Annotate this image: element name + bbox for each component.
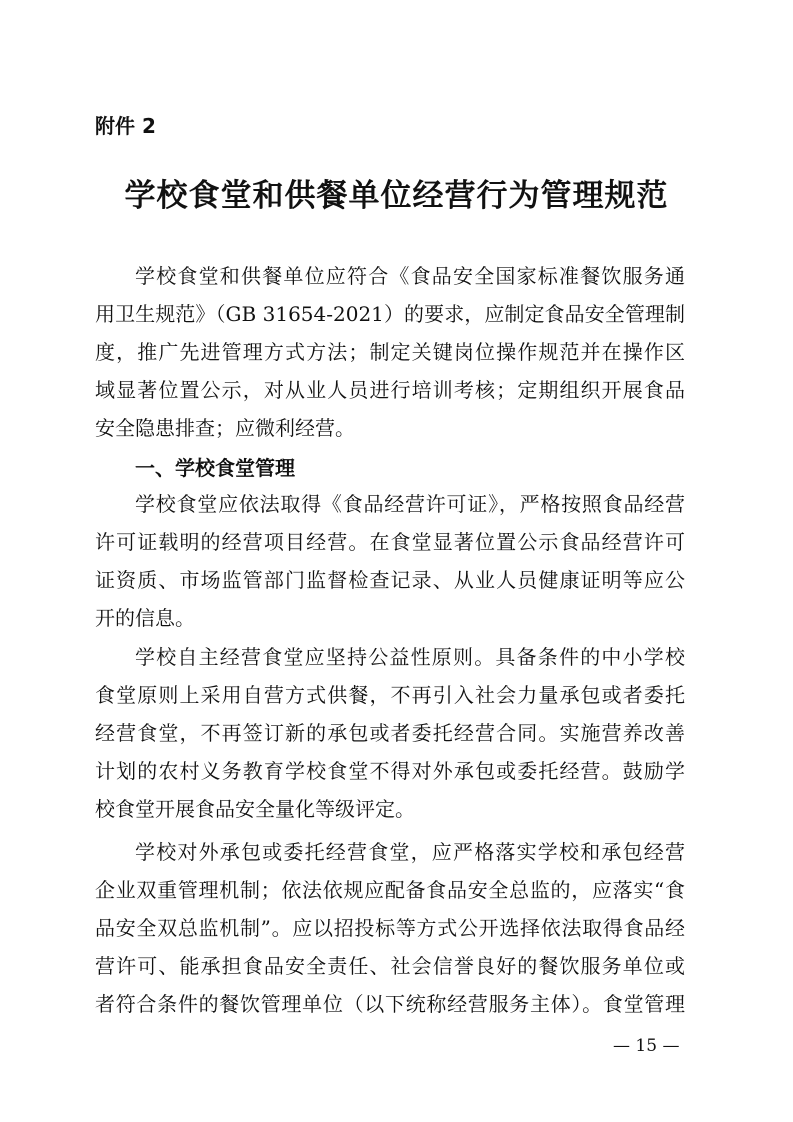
text-line: 经营食堂，不再签订新的承包或者委托经营合同。实施营养改善 xyxy=(95,721,685,745)
section-heading: 一、学校食堂管理 xyxy=(135,456,295,480)
text-line: 许可证载明的经营项目经营。在食堂显著位置公示食品经营许可 xyxy=(95,530,685,554)
text-line: 食堂原则上采用自营方式供餐，不再引入社会力量承包或者委托 xyxy=(95,683,685,707)
text-line: 者符合条件的餐饮管理单位（以下统称经营服务主体）。食堂管理 xyxy=(95,992,685,1016)
text-line: 学校食堂和供餐单位应符合《食品安全国家标准餐饮服务通 xyxy=(135,264,685,288)
attachment-label: 附件 2 xyxy=(95,114,156,138)
page-number: — 15 — xyxy=(613,1036,680,1056)
text-line: 域显著位置公示，对从业人员进行培训考核；定期组织开展食品 xyxy=(95,378,685,402)
text-line: 校食堂开展食品安全量化等级评定。 xyxy=(95,797,415,821)
text-line: 计划的农村义务教育学校食堂不得对外承包或委托经营。鼓励学 xyxy=(95,759,685,783)
text-line: 学校食堂应依法取得《食品经营许可证》，严格按照食品经营 xyxy=(135,492,685,516)
text-line: 用卫生规范》（GB 31654-2021）的要求，应制定食品安全管理制 xyxy=(95,302,685,326)
text-line: 学校自主经营食堂应坚持公益性原则。具备条件的中小学校 xyxy=(135,645,685,669)
text-line: 度，推广先进管理方式方法；制定关键岗位操作规范并在操作区 xyxy=(95,340,685,364)
text-line: 安全隐患排查；应微利经营。 xyxy=(95,416,355,440)
text-line: 证资质、市场监管部门监督检查记录、从业人员健康证明等应公 xyxy=(95,568,685,592)
text-line: 开的信息。 xyxy=(95,606,195,630)
text-line: 品安全双总监机制”。应以招投标等方式公开选择依法取得食品经 xyxy=(95,916,685,940)
document-title: 学校食堂和供餐单位经营行为管理规范 xyxy=(124,178,669,214)
text-line: 企业双重管理机制；依法依规应配备食品安全总监的，应落实“食 xyxy=(95,878,685,902)
text-line: 营许可、能承担食品安全责任、社会信誉良好的餐饮服务单位或 xyxy=(95,954,685,978)
text-line: 学校对外承包或委托经营食堂，应严格落实学校和承包经营 xyxy=(135,840,685,864)
